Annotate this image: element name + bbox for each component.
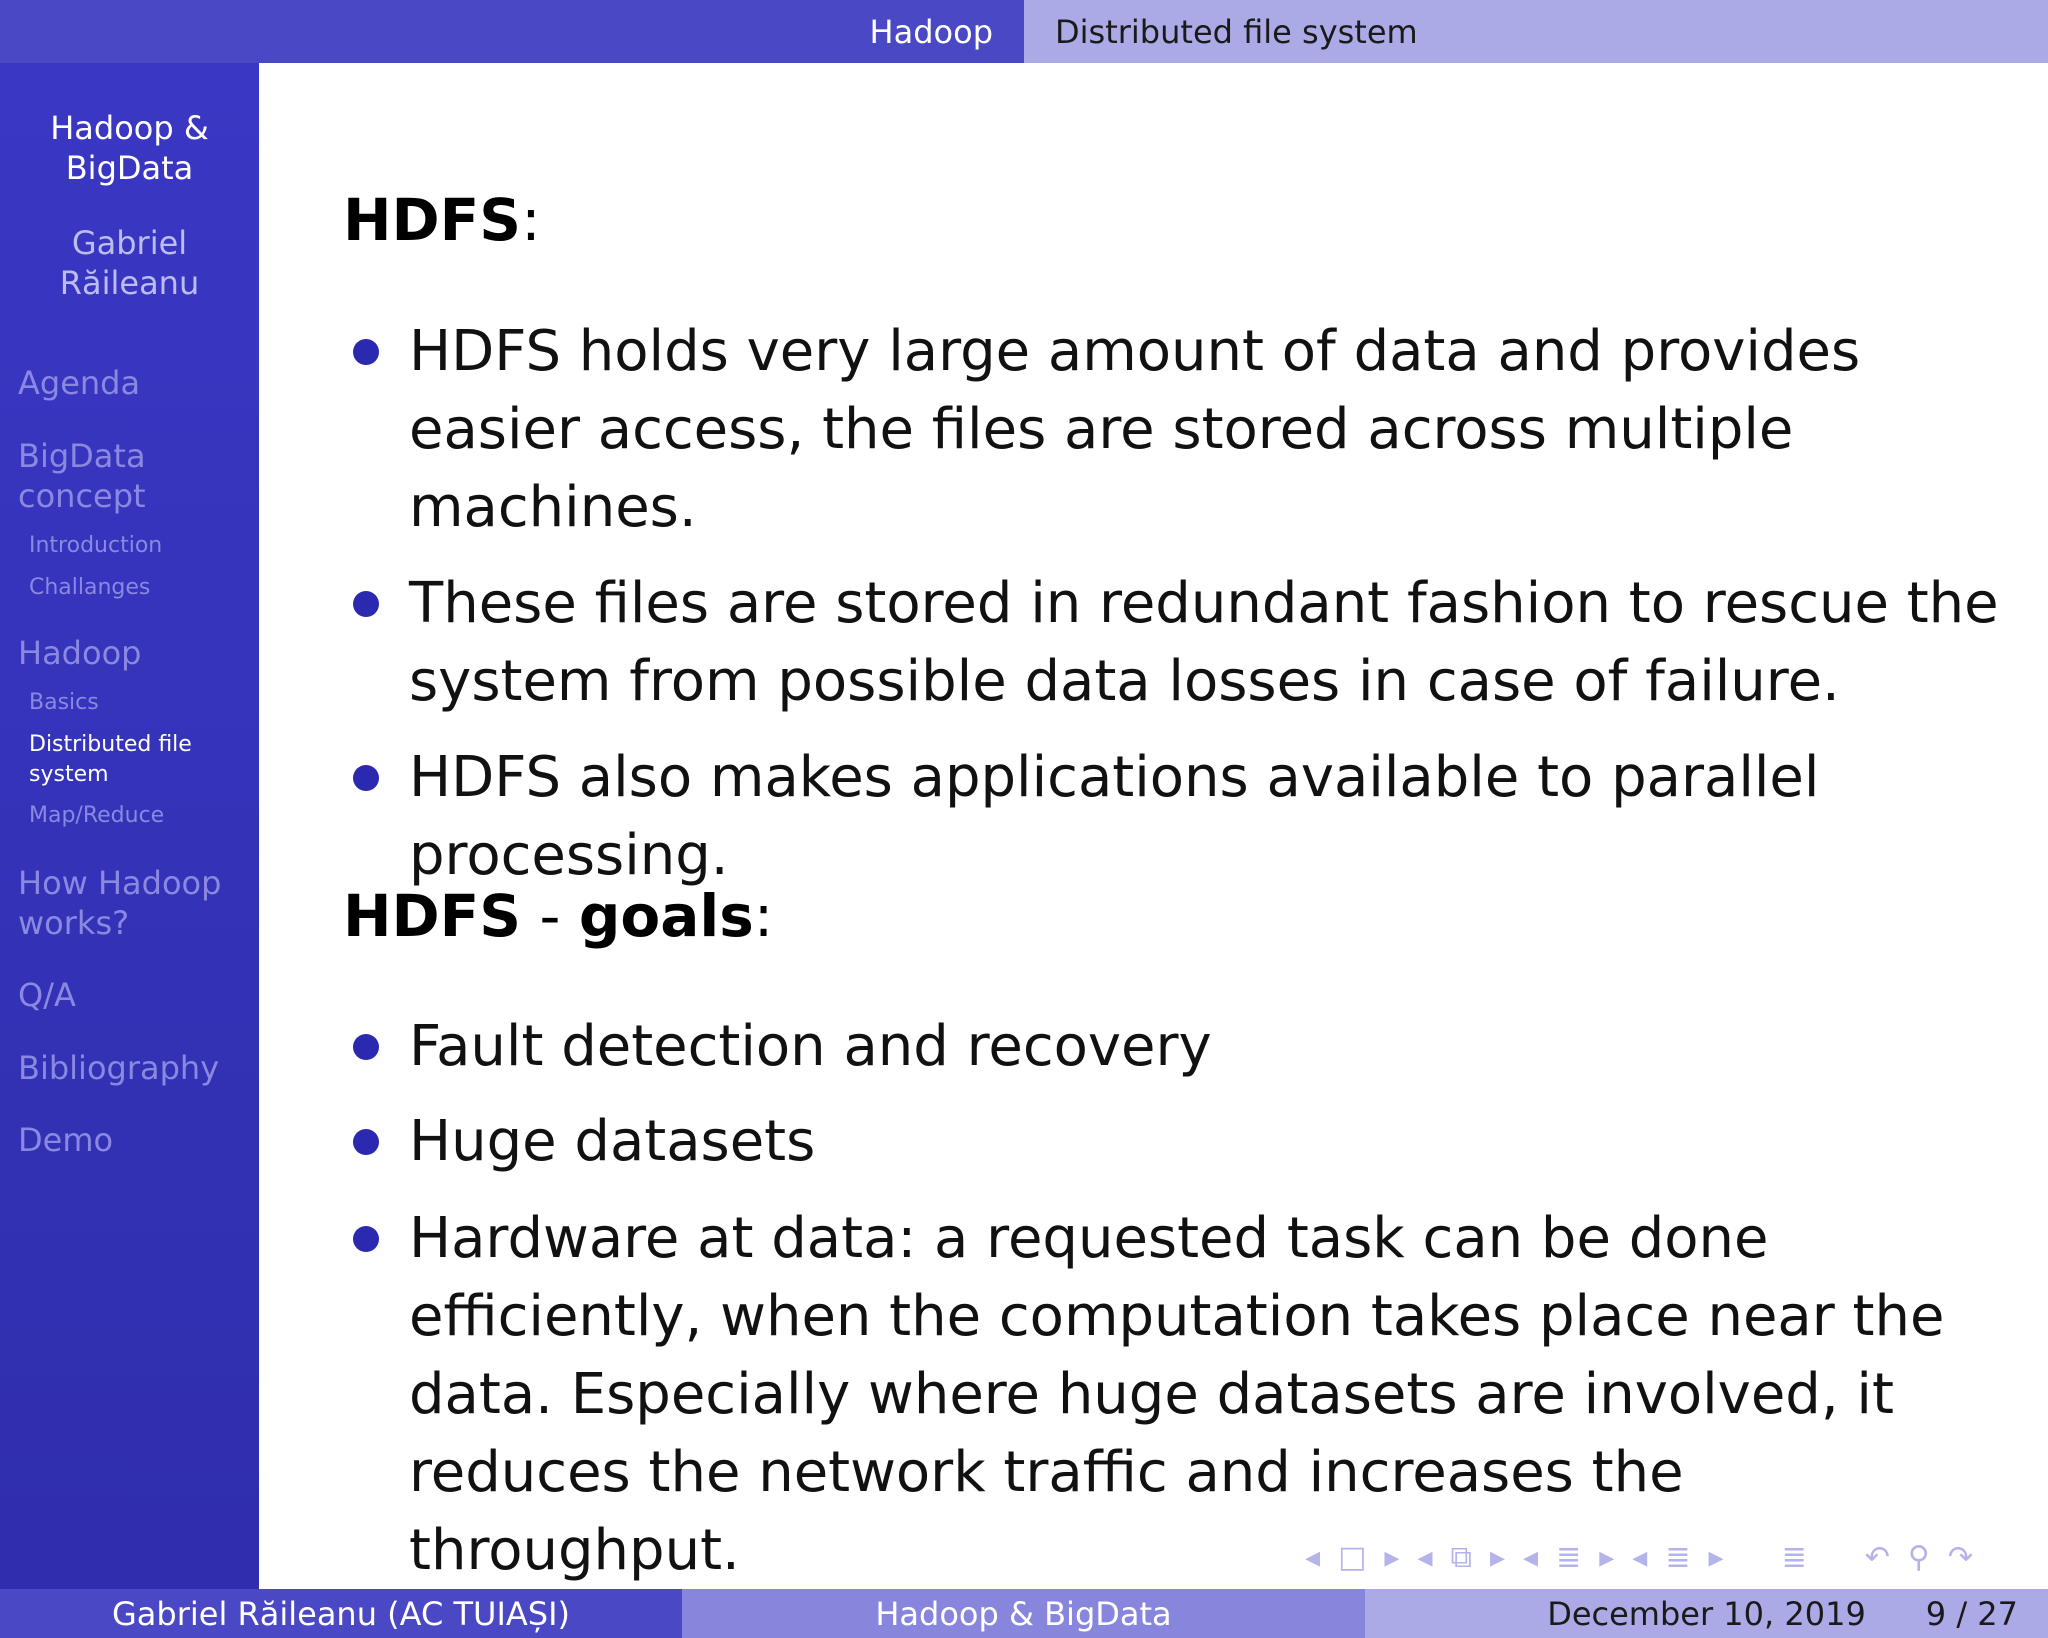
list-item — [409, 565, 2029, 721]
nav-section-icon[interactable]: ≣ — [1556, 1539, 1582, 1575]
sidebar-author-line2: Răileanu — [59, 264, 200, 302]
sidebar-item-distributed-file-system[interactable] — [29, 730, 249, 790]
sidebar-item-label: concept — [18, 477, 146, 515]
nav-prev-section-icon[interactable]: ◂ — [1523, 1539, 1539, 1575]
sidebar-author[interactable] — [0, 223, 259, 303]
heading-colon: : — [753, 882, 774, 950]
nav-next-part-icon[interactable]: ▸ — [1708, 1539, 1724, 1575]
heading-hdfs-goals — [343, 881, 773, 951]
bullet-line: These files are stored in redundant fashion to rescue the — [409, 571, 1999, 636]
list-item — [409, 739, 2029, 895]
bullet-icon — [353, 591, 379, 617]
heading-bold: HDFS — [343, 882, 522, 950]
nav-part-icon[interactable]: ≣ — [1665, 1539, 1691, 1575]
bullet-line: Hardware at data: a requested task can be done — [409, 1206, 1769, 1271]
sidebar-item-challanges[interactable]: Challanges — [29, 575, 151, 600]
sidebar-item-how-hadoop-works[interactable] — [18, 863, 253, 943]
heading-bold: goals — [578, 882, 754, 950]
slide-content — [259, 63, 2048, 1589]
sidebar-item-label: works? — [18, 904, 130, 942]
bullet-icon — [353, 1034, 379, 1060]
bullet-icon — [353, 1226, 379, 1252]
nav-next-subsection-icon[interactable]: ▸ — [1489, 1539, 1506, 1575]
sidebar-item-label: Distributed file — [29, 732, 192, 757]
bullet-line: easier access, the files are stored across multiple — [409, 397, 1794, 462]
sidebar-title[interactable] — [0, 108, 259, 188]
nav-prev-subsection-icon[interactable]: ◂ — [1417, 1539, 1433, 1575]
nav-next-frame-icon[interactable]: ▸ — [1384, 1539, 1400, 1575]
nav-prev-frame-icon[interactable]: ◂ — [1305, 1539, 1321, 1575]
footer-page-number: 9 / 27 — [1925, 1594, 2018, 1633]
bullet-line: processing. — [409, 823, 729, 888]
footer-bar — [0, 1589, 2048, 1638]
bullet-line: reduces the network traffic and increases the throughput. — [409, 1440, 1684, 1583]
bullet-line: Huge datasets — [409, 1109, 816, 1174]
heading-colon: : — [521, 186, 541, 254]
header-section-link[interactable]: Hadoop — [869, 12, 993, 51]
bullet-icon — [353, 1129, 379, 1155]
beamer-navigation — [1305, 1537, 1973, 1577]
header-subsection-link[interactable]: Distributed file system — [1055, 12, 1418, 51]
sidebar-item-label: system — [29, 762, 109, 787]
bullet-line: HDFS holds very large amount of data and provides — [409, 319, 1861, 384]
sidebar-item-qa[interactable]: Q/A — [18, 976, 76, 1014]
sidebar — [0, 63, 259, 1589]
nav-undo-icon[interactable]: ↶ — [1864, 1539, 1890, 1575]
sidebar-title-line1: Hadoop & — [50, 109, 209, 147]
sidebar-item-label: BigData — [18, 437, 146, 475]
bullet-line: efficiently, when the computation takes place near the — [409, 1284, 1945, 1349]
list-item — [409, 1200, 2029, 1590]
footer-date: December 10, 2019 — [1547, 1594, 1866, 1633]
header-section-area — [0, 0, 1024, 63]
list-item — [409, 313, 2029, 547]
footer-title[interactable]: Hadoop & BigData — [682, 1589, 1365, 1638]
nav-redo-icon[interactable]: ↷ — [1947, 1539, 1973, 1575]
list-item — [409, 1103, 2029, 1181]
sidebar-item-hadoop[interactable]: Hadoop — [18, 634, 142, 672]
bullet-line: data. Especially where huge datasets are involved, it — [409, 1362, 1894, 1427]
nav-prev-part-icon[interactable]: ◂ — [1632, 1539, 1648, 1575]
bullet-line: machines. — [409, 475, 697, 540]
bullet-icon — [353, 339, 379, 365]
sidebar-item-demo[interactable]: Demo — [18, 1121, 114, 1159]
nav-search-icon[interactable]: ⚲ — [1907, 1539, 1930, 1575]
sidebar-item-introduction[interactable]: Introduction — [29, 533, 163, 558]
sidebar-item-agenda[interactable]: Agenda — [18, 364, 141, 402]
sidebar-author-line1: Gabriel — [71, 224, 188, 262]
header-bar — [0, 0, 2048, 63]
bullet-line: system from possible data losses in case of failure. — [409, 649, 1840, 714]
bullet-icon — [353, 765, 379, 791]
footer-date-page — [1365, 1589, 2048, 1638]
sidebar-item-bibliography[interactable]: Bibliography — [18, 1049, 220, 1087]
heading-bold: HDFS — [343, 186, 522, 254]
sidebar-item-basics[interactable]: Basics — [29, 690, 99, 715]
sidebar-item-label: How Hadoop — [18, 864, 222, 902]
bullet-line: Fault detection and recovery — [409, 1014, 1212, 1079]
sidebar-item-bigdata-concept[interactable] — [18, 436, 253, 516]
footer-author[interactable]: Gabriel Răileanu (AC TUIAȘI) — [0, 1589, 682, 1638]
bullet-line: HDFS also makes applications available to parallel — [409, 745, 1820, 810]
sidebar-item-map-reduce[interactable]: Map/Reduce — [29, 803, 165, 828]
list-item — [409, 1008, 2029, 1086]
nav-subsection-icon[interactable]: ⧉ — [1450, 1539, 1472, 1575]
nav-next-section-icon[interactable]: ▸ — [1599, 1539, 1615, 1575]
heading-hdfs — [343, 185, 541, 255]
heading-dash: - — [521, 882, 579, 950]
header-subsection-area — [1024, 0, 2048, 63]
sidebar-title-line2: BigData — [65, 149, 194, 187]
nav-frame-icon[interactable]: □ — [1338, 1539, 1367, 1575]
nav-document-icon[interactable]: ≣ — [1781, 1539, 1807, 1575]
